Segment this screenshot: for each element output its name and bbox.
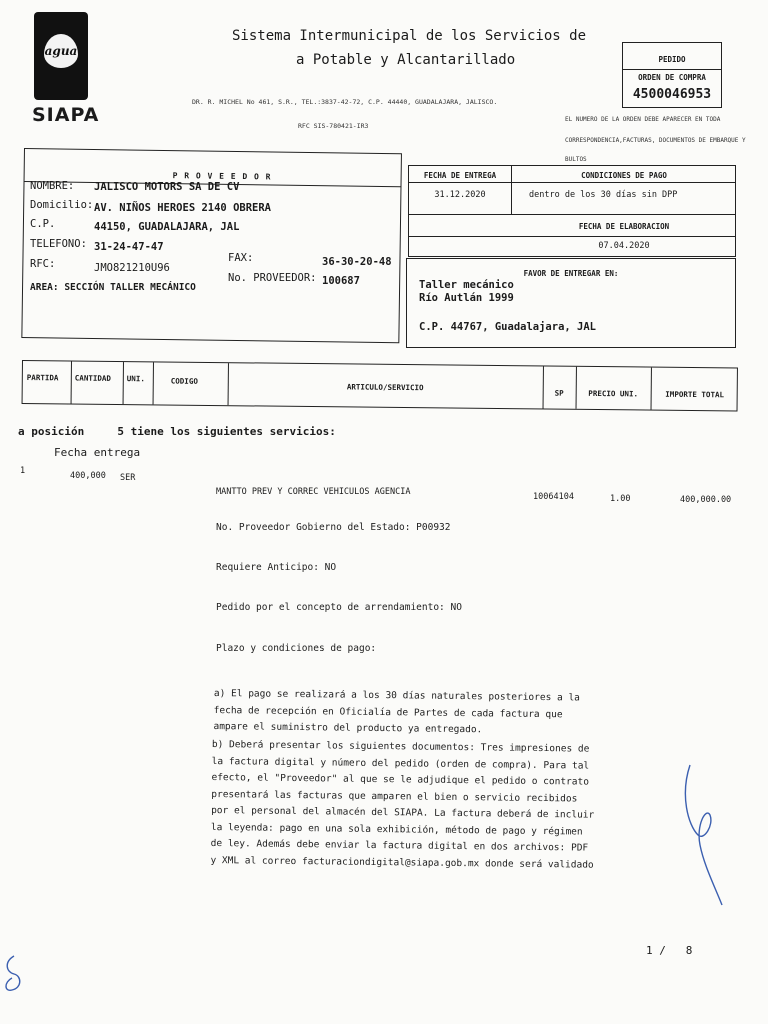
item-partida: 1 bbox=[20, 466, 26, 476]
col-partida: PARTIDA bbox=[26, 373, 59, 383]
col-importe: IMPORTE TOTAL bbox=[665, 389, 725, 400]
fecha-entrega-label: FECHA DE ENTREGA bbox=[423, 171, 497, 180]
paragraph-b-line: la factura digital y número del pedido (orden de compra). Para tal bbox=[211, 755, 590, 772]
fax-value: 36-30-20-48 bbox=[322, 256, 392, 268]
detail-arrendamiento: Pedido por el concepto de arrendamiento: NO bbox=[216, 602, 462, 613]
col-cantidad: CANTIDAD bbox=[74, 373, 111, 383]
detail-plazo: Plazo y condiciones de pago: bbox=[216, 643, 377, 654]
no-proveedor-value: 100687 bbox=[322, 275, 360, 287]
rfc-value: JMO821210U96 bbox=[94, 262, 170, 274]
page-number: 1 / 8 bbox=[646, 944, 693, 957]
telefono-value: 31-24-47-47 bbox=[94, 241, 164, 253]
order-number: 4500046953 bbox=[632, 87, 712, 102]
logo-glyph: agua bbox=[44, 44, 78, 58]
col-unidad: UNI. bbox=[126, 374, 145, 384]
paragraph-a-line: a) El pago se realizará a los 30 días naturales posteriores a la bbox=[213, 687, 580, 704]
paragraph-b-line: efecto, el "Proveedor" al que se le adjudique el pedido o contrato bbox=[211, 771, 590, 788]
header-title-line1: Sistema Intermunicipal de los Servicios de bbox=[232, 28, 587, 44]
detail-proveedor-gobierno: No. Proveedor Gobierno del Estado: P00932 bbox=[216, 522, 451, 533]
initial-mark bbox=[0, 950, 30, 1000]
cp-value: 44150, GUADALAJARA, JAL bbox=[94, 221, 240, 233]
paragraph-b-line: b) Deberá presentar los siguientes documentos: Tres impresiones de bbox=[211, 738, 590, 755]
favor-label: FAVOR DE ENTREGAR EN: bbox=[523, 269, 619, 278]
header-rfc: RFC SIS-780421-IR3 bbox=[298, 122, 369, 130]
items-table-header bbox=[22, 360, 738, 411]
detail-paragraph-a bbox=[213, 686, 580, 740]
signature-mark bbox=[670, 755, 740, 915]
nombre-label: NOMBRE: bbox=[30, 180, 75, 192]
col-sp: SP bbox=[554, 388, 564, 398]
area-value: AREA: SECCIÓN TALLER MECÁNICO bbox=[30, 282, 196, 293]
paragraph-b-line: de ley. Además debe enviar la factura digital en dos archivos: PDF bbox=[210, 837, 589, 854]
item-codigo-sp: 10064104 bbox=[533, 492, 574, 502]
condiciones-label: CONDICIONES DE PAGO bbox=[581, 171, 667, 180]
domicilio-label: Domicilio: bbox=[30, 199, 94, 211]
proveedor-title: P R O V E E D O R bbox=[172, 171, 272, 182]
fax-label: FAX: bbox=[228, 252, 254, 264]
logo-text: SIAPA bbox=[32, 104, 100, 126]
detail-anticipo: Requiere Anticipo: NO bbox=[216, 562, 337, 573]
col-precio: PRECIO UNI. bbox=[588, 388, 639, 399]
paragraph-a-line: ampare el suministro del producto ya entregado. bbox=[213, 720, 483, 736]
col-articulo: ARTICULO/SERVICIO bbox=[346, 382, 424, 393]
paragraph-b-line: la leyenda: pago en una sola exhibición, método de pago y régimen bbox=[210, 821, 583, 838]
item-precio: 1.00 bbox=[610, 494, 631, 504]
order-orden-label: ORDEN DE COMPRA bbox=[638, 73, 706, 82]
fecha-entrega-value: 31.12.2020 bbox=[434, 190, 486, 200]
order-number-box bbox=[622, 42, 722, 108]
notice-line3: BULTOS bbox=[565, 156, 587, 163]
item-cantidad: 400,000 bbox=[70, 471, 106, 481]
delivery-grid bbox=[408, 165, 736, 257]
dest-line2: Río Autlán 1999 bbox=[419, 292, 514, 304]
domicilio-value: AV. NIÑOS HEROES 2140 OBRERA bbox=[94, 202, 272, 214]
paragraph-b-line: presentará las facturas que amparen el bien o servicio recibidos bbox=[211, 788, 578, 804]
condiciones-value: dentro de los 30 días sin DPP bbox=[529, 190, 678, 200]
item-unidad: SER bbox=[120, 473, 136, 483]
detail-paragraph-b bbox=[210, 737, 595, 874]
elaboracion-label: FECHA DE ELABORACION bbox=[578, 222, 670, 231]
paragraph-a-line: fecha de recepción en Oficialía de Partes de cada factura que bbox=[213, 704, 563, 720]
header-address: DR. R. MICHEL No 461, S.R., TEL.:3837-42-72, C.P. 44440, GUADALAJARA, JALISCO. bbox=[192, 98, 498, 106]
col-codigo: CODIGO bbox=[170, 376, 198, 386]
notice-line1: EL NUMERO DE LA ORDEN DEBE APARECER EN TODA bbox=[565, 116, 721, 123]
note-line1: a posición 5 tiene los siguientes servicios: bbox=[18, 425, 336, 438]
order-pedido-label: PEDIDO bbox=[658, 55, 686, 64]
header-title-line2: a Potable y Alcantarillado bbox=[296, 52, 516, 68]
deliver-to-box bbox=[406, 258, 736, 348]
paragraph-b-line: y XML al correo facturaciondigital@siapa.gob.mx donde será validado bbox=[210, 854, 594, 871]
telefono-label: TELEFONO: bbox=[30, 238, 87, 250]
dest-line1: Taller mecánico bbox=[419, 279, 514, 291]
dest-line3: C.P. 44767, Guadalajara, JAL bbox=[419, 321, 597, 333]
notice-line2: CORRESPONDENCIA,FACTURAS, DOCUMENTOS DE EMBARQUE Y bbox=[565, 137, 746, 144]
no-proveedor-label: No. PROVEEDOR: bbox=[228, 272, 317, 284]
item-importe: 400,000.00 bbox=[680, 495, 732, 505]
nombre-value: JALISCO MOTORS SA DE CV bbox=[94, 181, 240, 193]
cp-label: C.P. bbox=[30, 218, 56, 230]
paragraph-b-line: por el personal del almacén del SIAPA. La factura deberá de incluir bbox=[211, 804, 595, 821]
siapa-logo bbox=[34, 12, 88, 100]
elaboracion-value: 07.04.2020 bbox=[598, 241, 650, 251]
item-descripcion: MANTTO PREV Y CORREC VEHICULOS AGENCIA bbox=[216, 487, 411, 497]
note-line2: Fecha entrega bbox=[54, 446, 141, 459]
rfc-label: RFC: bbox=[30, 258, 56, 270]
